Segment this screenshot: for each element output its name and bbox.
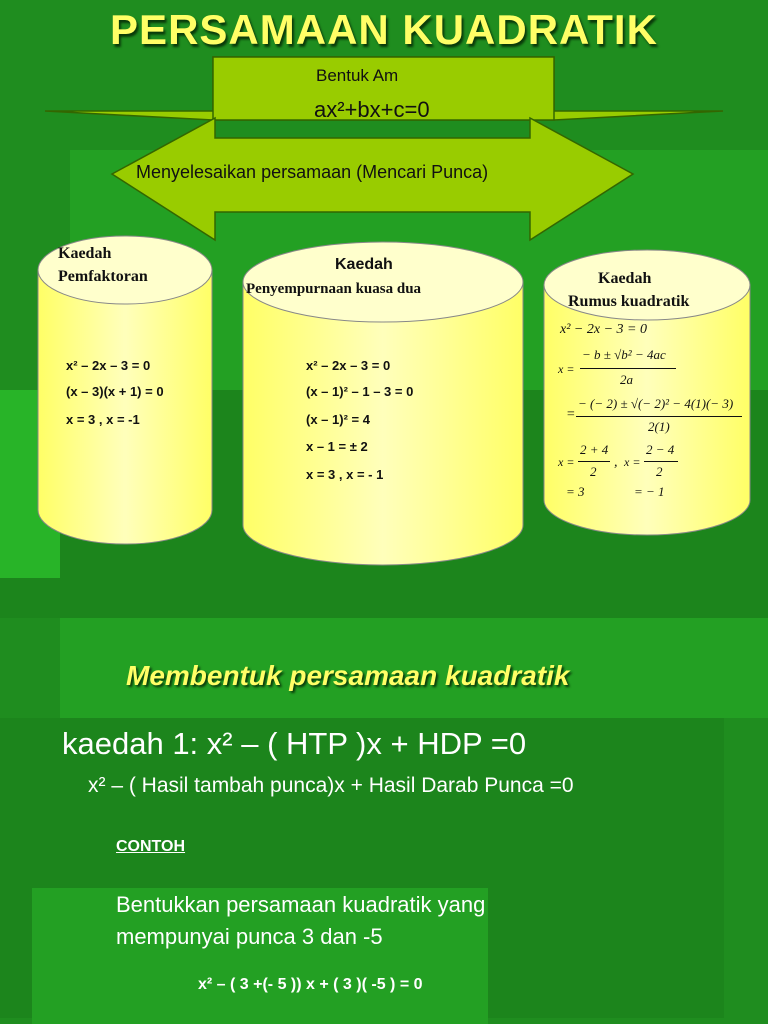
method-2-step: x² – 2x – 3 = 0 <box>306 358 391 373</box>
method-3-x1-denominator: 2 <box>590 464 597 479</box>
method-1-title-line2: Pemfaktoran <box>58 268 148 285</box>
top-box-label: Bentuk Am <box>316 66 399 85</box>
fraction-bar <box>580 368 676 369</box>
arrow-label: Menyelesaikan persamaan (Mencari Punca) <box>136 162 489 182</box>
top-box-formula: ax²+bx+c=0 <box>314 97 430 122</box>
method-3-title-line1: Kaedah <box>598 270 652 287</box>
method-2-step: (x – 1)² – 1 – 3 = 0 <box>306 384 414 399</box>
method-3-formula-denominator: 2a <box>620 372 633 387</box>
method-2-title-line2: Penyempurnaan kuasa dua <box>246 281 422 297</box>
fraction-bar <box>576 416 742 417</box>
example-label: CONTOH <box>116 838 186 855</box>
method-1-step: x = 3 , x = -1 <box>66 412 140 427</box>
method-2-step: x = 3 , x = - 1 <box>306 467 384 482</box>
method-3-x2-label: x = <box>624 455 641 469</box>
method-3-sub-numerator: − (− 2) ± √(− 2)² − 4(1)(− 3) <box>578 396 734 411</box>
method-3-comma: , <box>614 455 618 470</box>
page-title: PERSAMAAN KUADRATIK <box>110 6 658 53</box>
fraction-bar <box>644 461 678 462</box>
method-2-step: x – 1 = ± 2 <box>306 439 368 454</box>
method-2-step: (x – 1)² = 4 <box>306 412 370 427</box>
method-3-sub-denominator: 2(1) <box>648 419 670 434</box>
rule-expanded: x² – ( Hasil tambah punca)x + Hasil Darab Punca =0 <box>88 774 574 797</box>
method-2-title-line1: Kaedah <box>335 256 393 273</box>
section-heading: Membentuk persamaan kuadratik <box>126 660 570 691</box>
method-3-x1-numerator: 2 + 4 <box>580 442 609 457</box>
rule: kaedah 1: x² – ( HTP )x + HDP =0 <box>62 726 527 761</box>
method-1-title-line1: Kaedah <box>58 245 112 262</box>
method-1-step: x² – 2x – 3 = 0 <box>66 358 151 373</box>
method-1-step: (x – 3)(x + 1) = 0 <box>66 384 164 399</box>
method-3-formula-numerator: − b ± √b² − 4ac <box>582 347 666 362</box>
method-3-title-line2: Rumus kuadratik <box>568 293 690 310</box>
fraction-bar <box>578 461 610 462</box>
method-3-equals: = <box>566 407 576 422</box>
question-line-1: Bentukkan persamaan kuadratik yang <box>116 892 486 917</box>
method-3-x2-denominator: 2 <box>656 464 663 479</box>
answer: x² – ( 3 +(- 5 )) x + ( 3 )( -5 ) = 0 <box>198 976 423 993</box>
slide-2 <box>0 578 768 1024</box>
bg-band <box>0 578 768 618</box>
question-line-2: mempunyai punca 3 dan -5 <box>116 924 383 949</box>
method-3-result-2: = − 1 <box>634 484 665 499</box>
method-3-x1-label: x = <box>558 455 575 469</box>
method-3-equation: x² − 2x − 3 = 0 <box>560 322 647 337</box>
method-3-x2-numerator: 2 − 4 <box>646 442 675 457</box>
method-3-x-equals: x = <box>558 362 575 376</box>
method-3-result-1: = 3 <box>566 484 585 499</box>
